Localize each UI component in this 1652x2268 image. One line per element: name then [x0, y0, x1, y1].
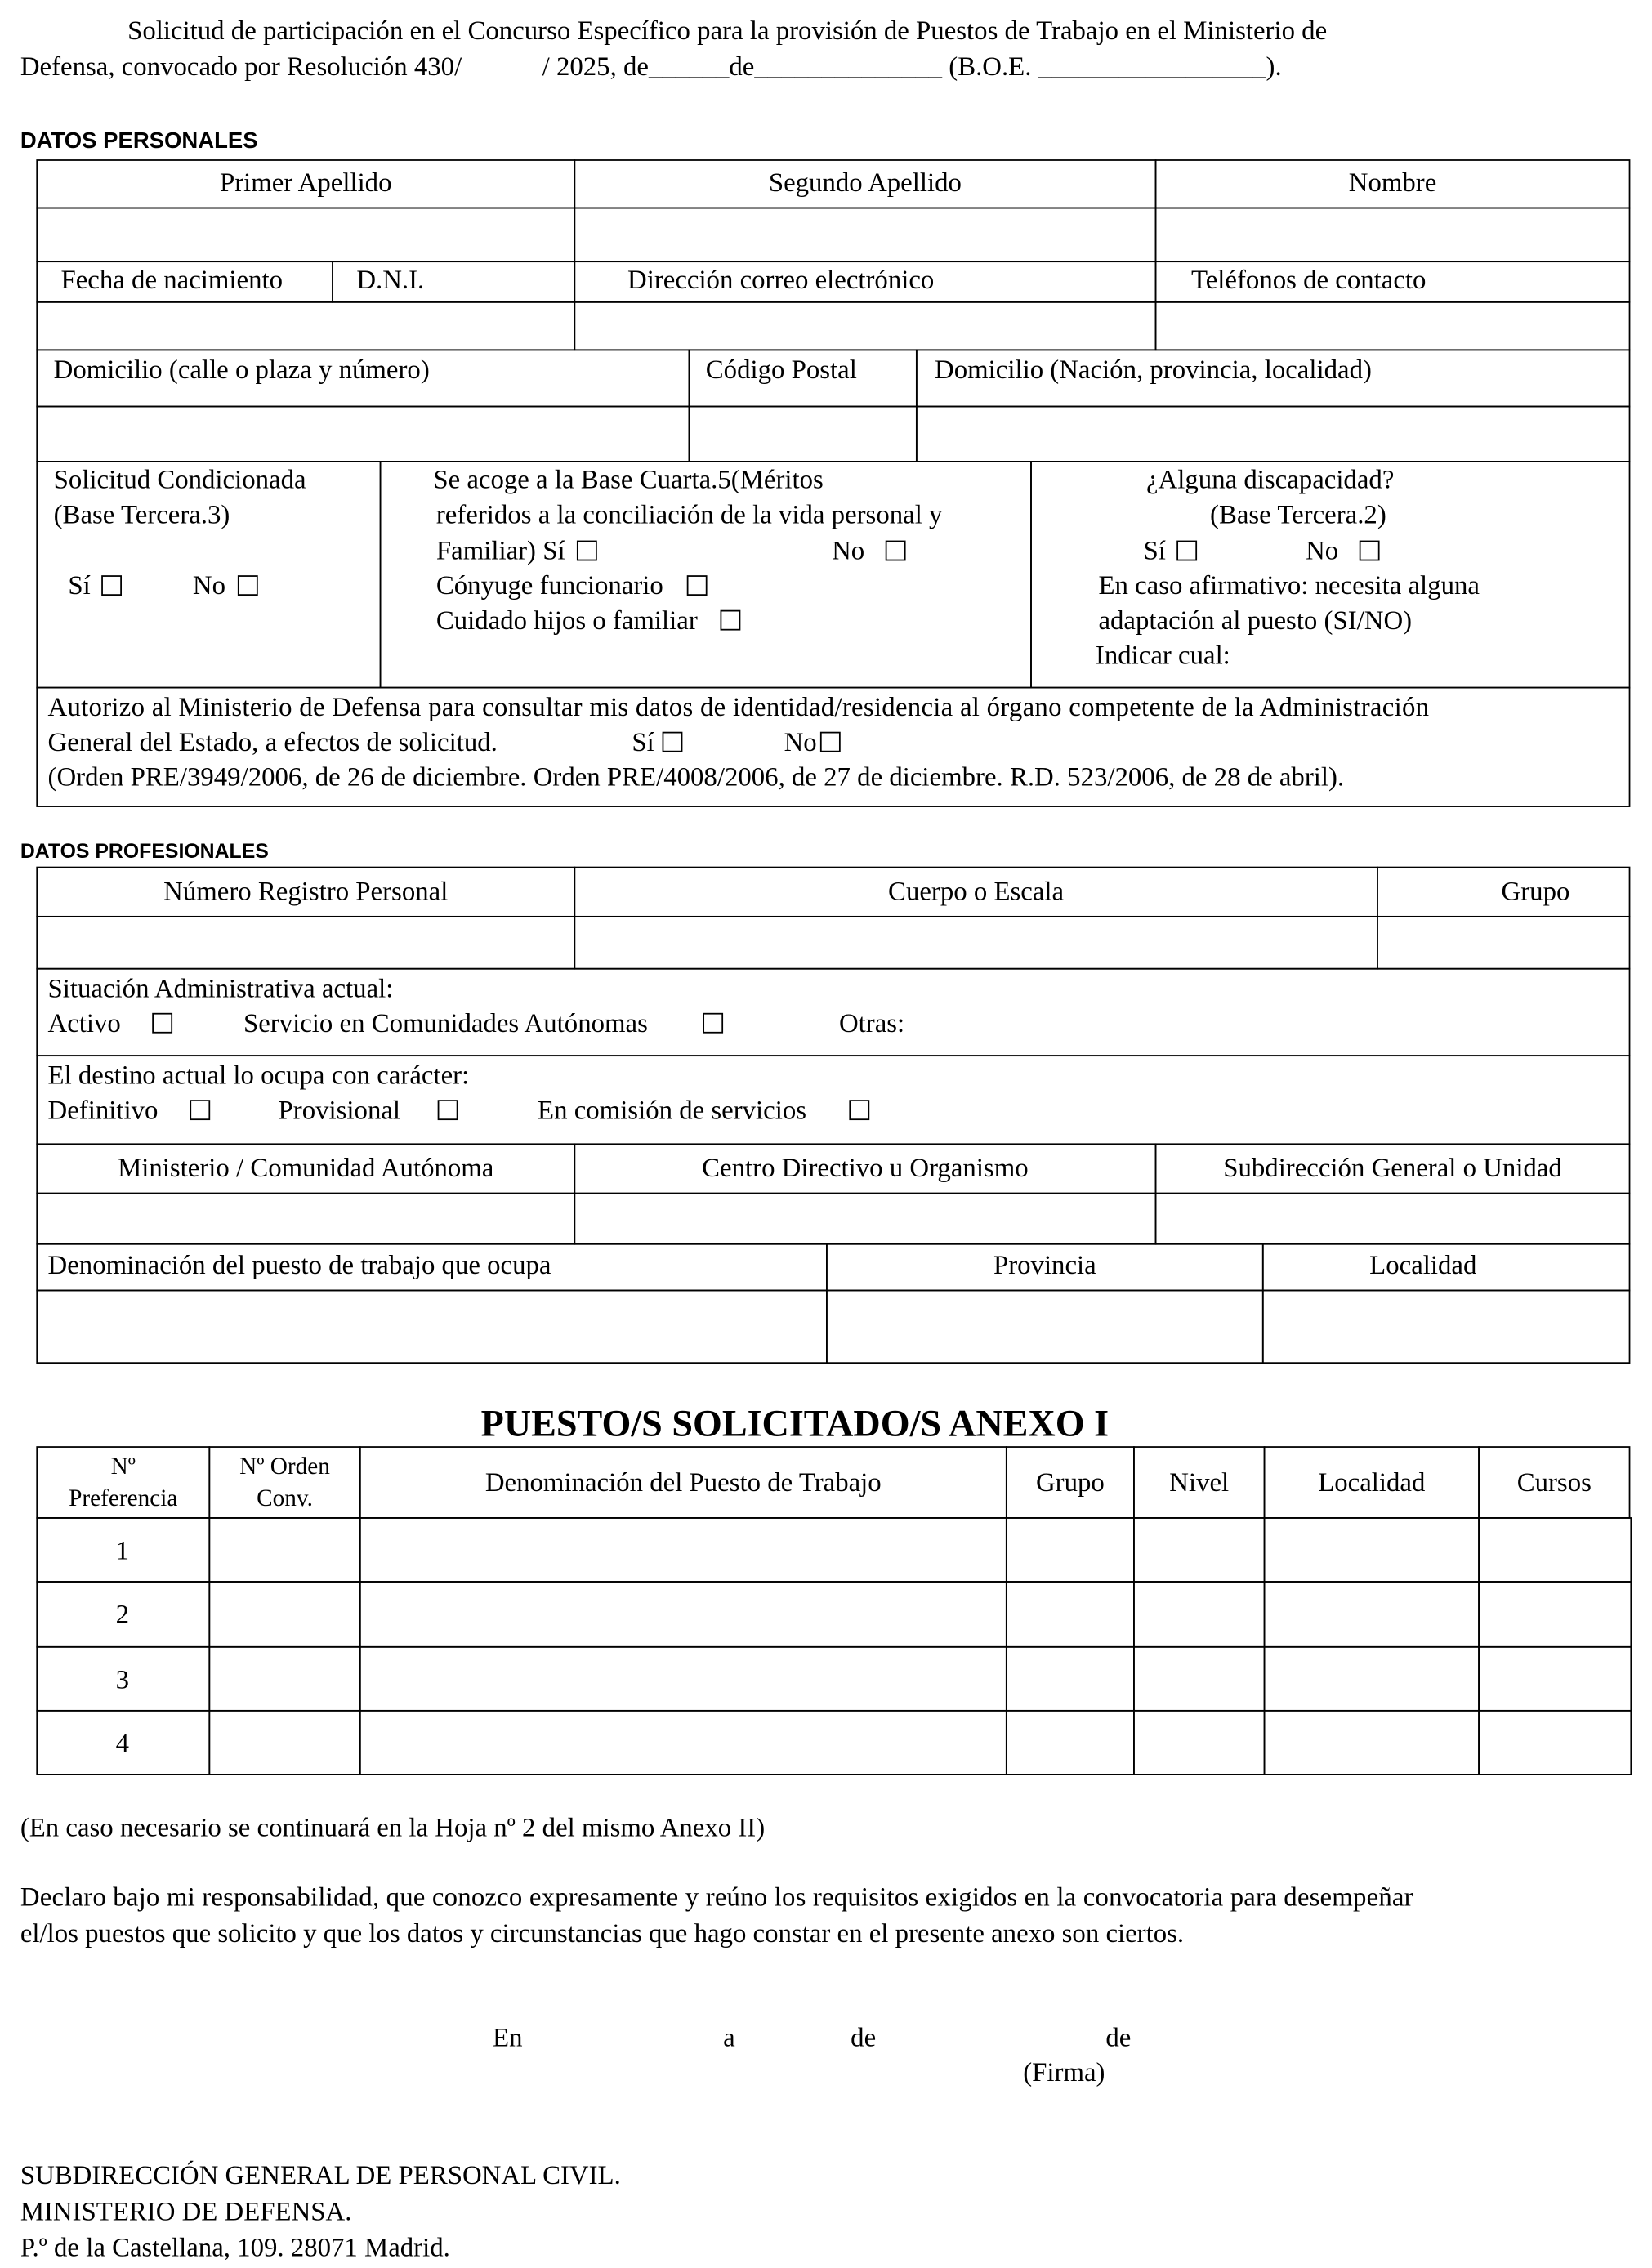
label-localidad: Localidad [1369, 1252, 1477, 1281]
puesto-cell-cursos[interactable] [1478, 1517, 1632, 1583]
label-provincia: Provincia [993, 1252, 1096, 1281]
label-dni: D.N.I. [356, 266, 425, 296]
declaro-line-2: el/los puestos que solicito y que los datos y circunstancias que hago constar en el presente anexo son ciertos. [20, 1920, 1185, 1949]
label-col-orden-2: Conv. [257, 1484, 313, 1511]
label-primer-apellido: Primer Apellido [219, 169, 392, 199]
label-a: a [723, 2024, 735, 2054]
label-no: No [1306, 538, 1339, 567]
label-si: Sí [632, 729, 654, 758]
label-email: Dirección correo electrónico [627, 266, 935, 296]
label-col-pref-1: Nº [110, 1452, 136, 1480]
label-en: En [493, 2024, 523, 2054]
puesto-row-number: 4 [115, 1730, 130, 1760]
conyuge-checkbox[interactable] [686, 575, 707, 596]
puesto-cell-nivel[interactable] [1133, 1646, 1265, 1712]
discapacidad-si-checkbox[interactable] [1177, 541, 1198, 561]
label-nombre: Nombre [1348, 169, 1437, 199]
header-line-1: Solicitud de participación en el Concurso Específico para la provisión de Puestos de Trabajo en el Ministerio de [127, 17, 1328, 47]
puesto-cell-localidad[interactable] [1264, 1646, 1480, 1712]
label-domicilio: Domicilio (calle o plaza y número) [53, 356, 430, 386]
fecha-dni-field[interactable] [36, 301, 575, 350]
definitivo-checkbox[interactable] [190, 1100, 210, 1120]
section-datos-personales: DATOS PERSONALES [20, 128, 258, 154]
label-autorizo-1: Autorizo al Ministerio de Defensa para consultar mis datos de identidad/residencia al órgano competente de la Administración [47, 694, 1430, 724]
autorizo-si-checkbox[interactable] [663, 732, 683, 752]
label-base-cuarta-2: referidos a la conciliación de la vida personal y [435, 501, 943, 531]
header-line-2: Defensa, convocado por Resolución 430/ / 2025, de______de______________ (B.O.E. _________________). [20, 53, 1282, 83]
label-de-1: de [851, 2024, 877, 2054]
denominacion-field[interactable] [36, 1290, 827, 1364]
label-no: No [192, 572, 226, 602]
puesto-cell-denominacion[interactable] [359, 1710, 1007, 1775]
label-col-orden-1: Nº Orden [239, 1452, 330, 1480]
label-definitivo: Definitivo [47, 1096, 159, 1127]
domicilio-field[interactable] [36, 406, 690, 462]
puesto-cell-orden[interactable] [208, 1517, 360, 1583]
label-conyuge: Cónyuge funcionario [435, 572, 663, 602]
puesto-cell-denominacion[interactable] [359, 1517, 1007, 1583]
condicionada-si-checkbox[interactable] [102, 575, 123, 596]
label-col-grupo: Grupo [1035, 1469, 1105, 1499]
label-condicionada: Solicitud Condicionada [53, 467, 306, 496]
label-cuerpo: Cuerpo o Escala [888, 877, 1065, 908]
telefonos-field[interactable] [1155, 301, 1631, 350]
puesto-cell-denominacion[interactable] [359, 1581, 1007, 1648]
label-de-2: de [1105, 2024, 1132, 2054]
puesto-cell-orden[interactable] [208, 1710, 360, 1775]
puesto-cell-orden[interactable] [208, 1646, 360, 1712]
label-destino: El destino actual lo ocupa con carácter: [47, 1062, 470, 1092]
puesto-cell-nivel[interactable] [1133, 1710, 1265, 1775]
puesto-cell-grupo[interactable] [1006, 1517, 1135, 1583]
label-base-tercera-2: (Base Tercera.2) [1210, 501, 1386, 531]
label-adaptacion: adaptación al puesto (SI/NO) [1098, 607, 1413, 636]
puesto-cell-grupo[interactable] [1006, 1710, 1135, 1775]
puesto-cell-grupo[interactable] [1006, 1646, 1135, 1712]
label-no: No [832, 538, 865, 567]
label-col-pref-2: Preferencia [69, 1484, 178, 1511]
nrp-field[interactable] [36, 916, 575, 970]
autorizo-no-checkbox[interactable] [819, 732, 840, 752]
label-servicio-ca: Servicio en Comunidades Autónomas [243, 1010, 648, 1039]
declaro-line-1: Declaro bajo mi responsabilidad, que conozco expresamente y reúno los requisitos exigidos en la convocatoria para desempeñar [20, 1883, 1413, 1913]
puesto-cell-denominacion[interactable] [359, 1646, 1007, 1712]
provincia-field[interactable] [826, 1290, 1264, 1364]
label-situacion: Situación Administrativa actual: [47, 975, 394, 1005]
label-autorizo-2: General del Estado, a efectos de solicitud. [47, 729, 498, 758]
servicio-ca-checkbox[interactable] [703, 1013, 723, 1034]
activo-checkbox[interactable] [153, 1013, 173, 1034]
label-activo: Activo [47, 1010, 121, 1039]
base-cuarta-si-checkbox[interactable] [577, 541, 597, 561]
continua-note: (En caso necesario se continuará en la Hoja nº 2 del mismo Anexo II) [20, 1814, 766, 1844]
label-telefonos: Teléfonos de contacto [1190, 266, 1427, 296]
label-ministerio: Ministerio / Comunidad Autónoma [118, 1154, 494, 1185]
label-autorizo-3: (Orden PRE/3949/2006, de 26 de diciembre. Orden PRE/4008/2006, de 27 de diciembre. R.D. 523/2006, de 28 de abril). [47, 763, 1345, 793]
comision-checkbox[interactable] [850, 1100, 870, 1120]
provisional-checkbox[interactable] [438, 1100, 458, 1120]
puesto-cell-grupo[interactable] [1006, 1581, 1135, 1648]
label-domicilio-nacion: Domicilio (Nación, provincia, localidad) [935, 356, 1372, 386]
label-subdireccion: Subdirección General o Unidad [1223, 1154, 1562, 1185]
discapacidad-no-checkbox[interactable] [1359, 541, 1379, 561]
label-base-cuarta-1: Se acoge a la Base Cuarta.5(Méritos [433, 467, 824, 496]
label-col-nivel: Nivel [1169, 1469, 1230, 1499]
label-segundo-apellido: Segundo Apellido [768, 169, 962, 199]
puesto-row-number: 2 [115, 1601, 130, 1631]
address-line-1: SUBDIRECCIÓN GENERAL DE PERSONAL CIVIL. [20, 2162, 621, 2191]
base-cuarta-no-checkbox[interactable] [885, 541, 905, 561]
ministerio-field[interactable] [36, 1193, 575, 1245]
segundo-apellido-field[interactable] [574, 208, 1156, 262]
email-field[interactable] [574, 301, 1156, 350]
domicilio-nacion-field[interactable] [916, 406, 1630, 462]
label-col-cursos: Cursos [1516, 1469, 1592, 1499]
label-caso-afirmativo: En caso afirmativo: necesita alguna [1098, 572, 1480, 602]
label-otras: Otras: [838, 1010, 905, 1039]
condicionada-no-checkbox[interactable] [237, 575, 257, 596]
section-datos-profesionales: DATOS PROFESIONALES [20, 838, 269, 863]
label-no: No [784, 729, 817, 758]
puesto-row-number: 1 [115, 1537, 130, 1567]
label-nrp: Número Registro Personal [163, 877, 449, 908]
primer-apellido-field[interactable] [36, 208, 575, 262]
puesto-cell-orden[interactable] [208, 1581, 360, 1648]
nombre-field[interactable] [1155, 208, 1631, 262]
codigo-postal-field[interactable] [689, 406, 918, 462]
puesto-row-number: 3 [115, 1666, 130, 1696]
puesto-cell-nivel[interactable] [1133, 1581, 1265, 1648]
label-centro: Centro Directivo u Organismo [702, 1154, 1029, 1185]
label-base-tercera-3: (Base Tercera.3) [53, 501, 230, 531]
label-fecha-nacimiento: Fecha de nacimiento [60, 266, 284, 296]
puestos-title: PUESTO/S SOLICITADO/S ANEXO I [480, 1402, 1110, 1445]
label-firma: (Firma) [1023, 2059, 1105, 2088]
localidad-field[interactable] [1262, 1290, 1631, 1364]
label-denominacion: Denominación del puesto de trabajo que ocupa [47, 1252, 551, 1281]
label-discapacidad: ¿Alguna discapacidad? [1145, 467, 1395, 496]
label-si: Sí [68, 572, 91, 602]
grupo-field[interactable] [1377, 916, 1630, 970]
centro-field[interactable] [574, 1193, 1156, 1245]
puesto-cell-cursos[interactable] [1478, 1581, 1632, 1648]
label-grupo: Grupo [1501, 877, 1570, 908]
puesto-cell-localidad[interactable] [1264, 1581, 1480, 1648]
address-line-3: P.º de la Castellana, 109. 28071 Madrid. [20, 2235, 450, 2264]
label-cuidado: Cuidado hijos o familiar [435, 607, 698, 636]
subdireccion-field[interactable] [1155, 1193, 1631, 1245]
label-indicar-cual: Indicar cual: [1095, 641, 1230, 672]
cuerpo-field[interactable] [574, 916, 1377, 970]
label-provisional: Provisional [278, 1096, 401, 1127]
label-col-denominacion: Denominación del Puesto de Trabajo [484, 1469, 882, 1499]
puesto-cell-nivel[interactable] [1133, 1517, 1265, 1583]
address-line-2: MINISTERIO DE DEFENSA. [20, 2198, 352, 2228]
label-codigo-postal: Código Postal [705, 356, 857, 386]
puesto-cell-cursos[interactable] [1478, 1646, 1632, 1712]
puesto-cell-localidad[interactable] [1264, 1517, 1480, 1583]
label-comision: En comisión de servicios [538, 1096, 807, 1127]
label-col-localidad: Localidad [1318, 1469, 1426, 1499]
puesto-cell-localidad[interactable] [1264, 1710, 1480, 1775]
label-base-cuarta-3: Familiar) Sí [435, 538, 565, 567]
cuidado-checkbox[interactable] [721, 610, 741, 631]
puesto-cell-cursos[interactable] [1478, 1710, 1632, 1775]
label-si: Sí [1143, 538, 1166, 567]
